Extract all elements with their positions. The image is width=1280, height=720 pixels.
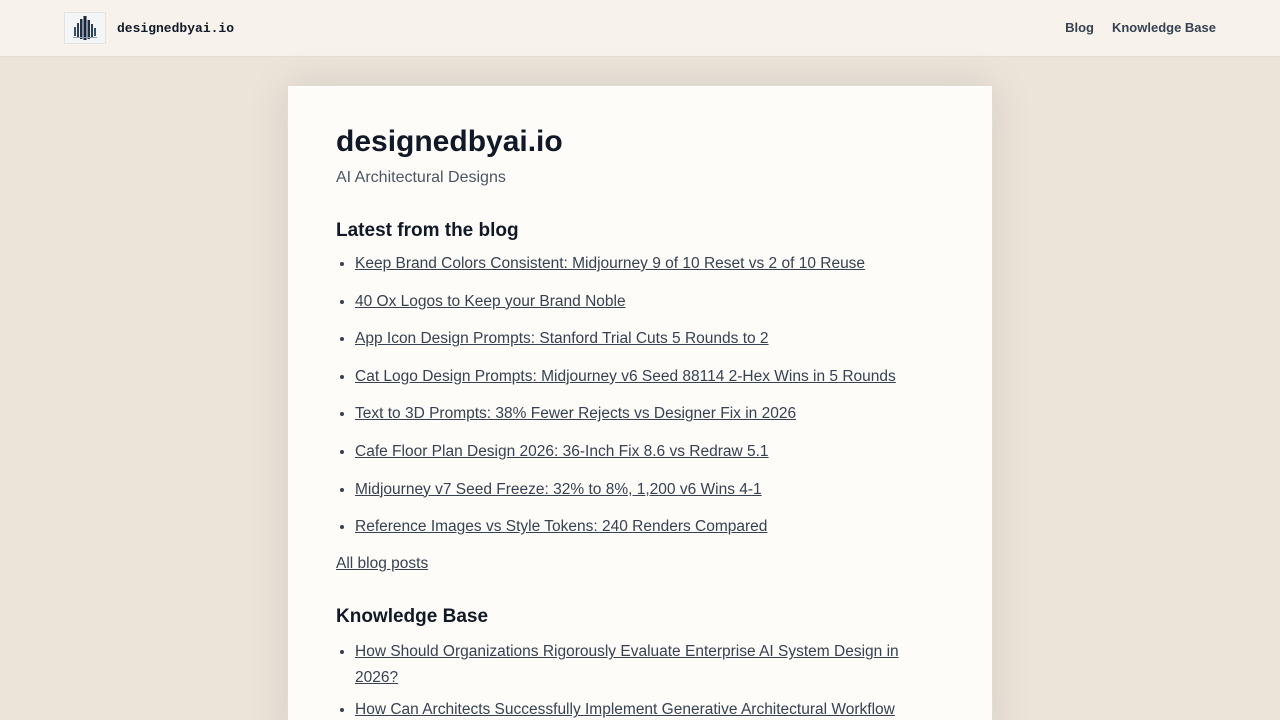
brand-name: designedbyai.io <box>117 20 235 36</box>
blog-post-link[interactable]: Keep Brand Colors Consistent: Midjourney 9 of 10 Reset vs 2 of 10 Reuse <box>355 255 866 272</box>
list-item <box>355 404 944 424</box>
list-item <box>355 254 944 274</box>
blog-post-list <box>336 254 944 537</box>
blog-post-link[interactable]: Cat Logo Design Prompts: Midjourney v6 Seed 88114 2-Hex Wins in 5 Rounds <box>355 367 896 385</box>
list-item <box>355 292 944 312</box>
main-nav <box>1065 20 1216 35</box>
brand-link[interactable] <box>64 12 234 44</box>
kb-article-link[interactable]: How Can Architects Successfully Implement Generative Architectural Workflow <box>355 701 895 719</box>
nav-link-blog[interactable]: Blog <box>1065 20 1094 35</box>
list-item <box>355 517 944 537</box>
knowledge-base-list <box>336 639 944 720</box>
blog-section-heading: Latest from the blog <box>336 220 519 241</box>
content-card <box>287 85 993 720</box>
list-item <box>355 697 944 720</box>
nav-link-knowledge-base[interactable]: Knowledge Base <box>1111 20 1216 35</box>
page-title: designedbyai.io <box>336 125 563 158</box>
site-tagline: AI Architectural Designs <box>336 169 506 186</box>
all-blog-posts-link[interactable]: All blog posts <box>336 555 429 573</box>
knowledge-base-heading: Knowledge Base <box>336 606 489 628</box>
list-item <box>355 329 944 349</box>
list-item <box>355 639 944 691</box>
blog-post-link[interactable]: Text to 3D Prompts: 38% Fewer Rejects vs Designer Fix in 2026 <box>355 405 797 423</box>
blog-post-link[interactable]: 40 Ox Logos to Keep your Brand Noble <box>355 292 626 310</box>
blog-post-link[interactable]: Midjourney v7 Seed Freeze: 32% to 8%, 1,200 v6 Wins 4-1 <box>355 480 762 498</box>
list-item <box>355 367 944 387</box>
list-item <box>355 480 944 500</box>
blog-post-link[interactable]: App Icon Design Prompts: Stanford Trial Cuts 5 Rounds to 2 <box>355 330 769 348</box>
blog-post-link[interactable]: Reference Images vs Style Tokens: 240 Renders Compared <box>355 518 768 536</box>
blog-post-link[interactable]: Cafe Floor Plan Design 2026: 36-Inch Fix 8.6 vs Redraw 5.1 <box>355 442 769 460</box>
kb-article-link[interactable]: How Should Organizations Rigorously Evaluate Enterprise AI System Design in 2026? <box>355 643 899 687</box>
skyline-logo-icon <box>64 12 106 44</box>
list-item <box>355 442 944 462</box>
top-navbar <box>0 0 1280 57</box>
